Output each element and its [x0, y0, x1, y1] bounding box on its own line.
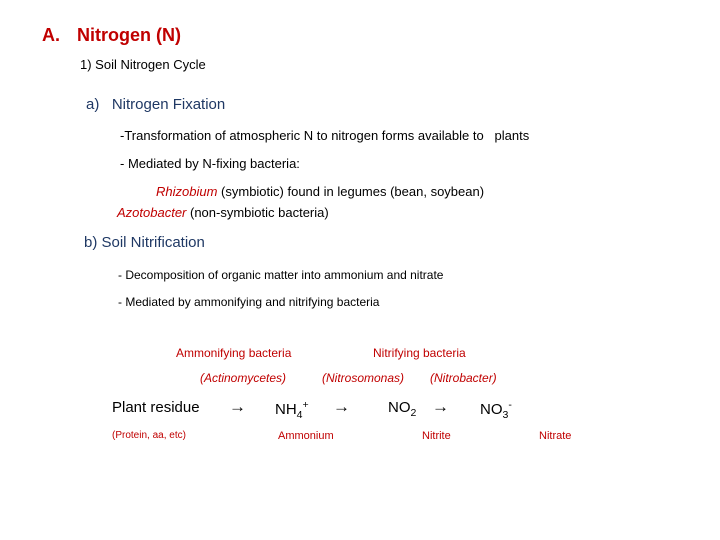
section-title [42, 25, 181, 46]
rhizobium-desc: (symbiotic) found in legumes (bean, soybean) [217, 184, 485, 199]
section-title-text: Nitrogen (N) [77, 25, 181, 45]
ammonium-label: Ammonium [278, 430, 334, 442]
nitrobacter-label: (Nitrobacter) [430, 371, 497, 385]
azotobacter-line [117, 205, 329, 220]
arrow-icon: → [333, 397, 350, 416]
no3-sub: 3 [502, 409, 509, 421]
nitrite-label: Nitrite [422, 430, 451, 442]
azotobacter-name: Azotobacter [117, 205, 187, 220]
nh4-sub: 4 [296, 409, 303, 421]
no3-sup: - [508, 399, 512, 411]
nitrite-formula [388, 399, 416, 419]
nitrification-line-2: - Mediated by ammonifying and nitrifying bacteria [118, 295, 380, 309]
nitrification-line-1: - Decomposition of organic matter into ammonium and nitrate [118, 268, 444, 282]
nitrate-label: Nitrate [539, 430, 572, 442]
fixation-heading: a) Nitrogen Fixation [86, 96, 226, 113]
fixation-line-2: - Mediated by N-fixing bacteria: [120, 156, 300, 171]
arrow-icon: → [432, 397, 449, 416]
plant-residue: Plant residue [112, 399, 200, 416]
arrow-icon: → [229, 397, 246, 416]
rhizobium-line [156, 184, 484, 199]
ammonifying-bacteria-label: Ammonifying bacteria [176, 346, 292, 360]
protein-label: (Protein, aa, etc) [112, 430, 186, 441]
nitrate-formula [480, 399, 512, 421]
no2-sub: 2 [410, 407, 417, 419]
nitrosomonas-label: (Nitrosomonas) [322, 371, 405, 385]
rhizobium-name: Rhizobium [156, 184, 218, 199]
no3-base: NO [480, 401, 503, 418]
azotobacter-desc: (non-symbiotic bacteria) [186, 205, 329, 220]
section-letter: A. [42, 25, 60, 45]
ammonium-formula [275, 399, 309, 421]
actinomycetes-label: (Actinomycetes) [200, 371, 287, 385]
nh4-base: NH [275, 401, 297, 418]
nh4-sup: + [302, 399, 309, 411]
nitrifying-bacteria-label: Nitrifying bacteria [373, 346, 466, 360]
subsection-title: 1) Soil Nitrogen Cycle [80, 57, 206, 72]
nitrification-heading: b) Soil Nitrification [84, 234, 205, 251]
fixation-line-1: -Transformation of atmospheric N to nitrogen forms available to plants [120, 128, 530, 143]
no2-base: NO [388, 399, 411, 416]
